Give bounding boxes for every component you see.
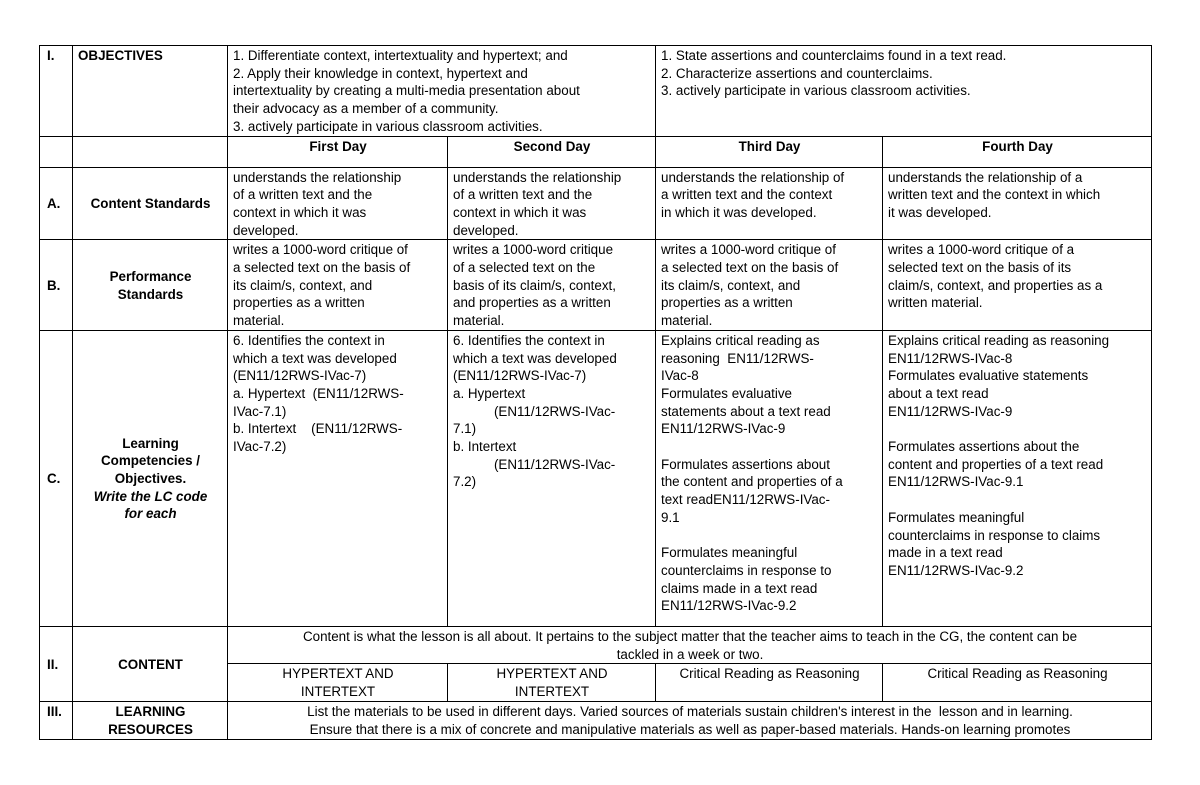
content-description bbox=[228, 626, 1152, 663]
text-line: developed. bbox=[233, 222, 299, 238]
text-line: text readEN11/12RWS-IVac- bbox=[661, 492, 830, 508]
objectives-days-3-4 bbox=[656, 46, 1152, 137]
day-header-row bbox=[40, 136, 1152, 167]
performance-standards-day4 bbox=[883, 240, 1152, 331]
text-line: understands the relationship bbox=[233, 169, 402, 185]
text-line: writes a 1000-word critique of a bbox=[888, 242, 1075, 258]
text-line: context in which it was bbox=[233, 204, 367, 220]
text-line: 1. State assertions and counterclaims found in a text read. bbox=[661, 48, 1007, 63]
text-line: 1. Differentiate context, intertextuality and hypertext; and bbox=[233, 48, 568, 63]
text-line: tackled in a week or two. bbox=[616, 646, 764, 662]
day-header-second: Second Day bbox=[448, 136, 656, 167]
text-line: Explains critical reading as reasoning bbox=[888, 332, 1110, 348]
text-line: statements about a text read bbox=[661, 403, 831, 419]
lesson-plan-table bbox=[39, 45, 1152, 740]
performance-standards-day2 bbox=[448, 240, 656, 331]
paragraph-gap bbox=[661, 527, 878, 545]
content-standards-day3 bbox=[656, 167, 883, 240]
text-line: intertextuality by creating a multi-media presentation about bbox=[233, 83, 580, 99]
text-line: List the materials to be used in different days. Varied sources of materials sustain children's interest in the lesson and in learning. bbox=[307, 704, 1073, 720]
content-label: CONTENT bbox=[73, 626, 228, 701]
day-header-first: First Day bbox=[228, 136, 448, 167]
text-line: claim/s, context, and properties as a bbox=[888, 277, 1103, 293]
text-line: Explains critical reading as bbox=[661, 332, 820, 348]
performance-standards-day1 bbox=[228, 240, 448, 331]
text-line: EN11/12RWS-IVac-9.2 bbox=[661, 598, 797, 614]
text-line: properties as a written bbox=[233, 295, 365, 311]
text-line: HYPERTEXT AND bbox=[282, 666, 394, 682]
label-line: Performance bbox=[109, 268, 192, 284]
learning-resources-description bbox=[228, 702, 1152, 739]
learning-competencies-day3 bbox=[656, 330, 883, 626]
text-line: (EN11/12RWS-IVac-7) bbox=[233, 368, 367, 384]
content-standards-row bbox=[40, 167, 1152, 240]
text-line: 7.2) bbox=[453, 474, 477, 490]
text-line: properties as a written bbox=[661, 295, 793, 311]
text-line: a. Hypertext (EN11/12RWS- bbox=[233, 385, 404, 401]
text-line: understands the relationship bbox=[453, 169, 622, 185]
performance-standards-day3 bbox=[656, 240, 883, 331]
text-line: EN11/12RWS-IVac-8 bbox=[888, 350, 1013, 366]
text-line: Formulates meaningful bbox=[888, 509, 1025, 525]
section-letter: A. bbox=[40, 167, 73, 240]
text-line: its claim/s, context, and bbox=[661, 277, 801, 293]
text-line: its claim/s, context, and bbox=[233, 277, 373, 293]
content-standards-day1 bbox=[228, 167, 448, 240]
paragraph-gap bbox=[888, 420, 1147, 438]
text-line: Content is what the lesson is all about. It pertains to the subject matter that the teacher aims to teach in the CG, the content can be bbox=[302, 628, 1078, 644]
empty-cell bbox=[40, 136, 73, 167]
text-line: a. Hypertext bbox=[453, 385, 526, 401]
performance-standards-row bbox=[40, 240, 1152, 331]
learning-competencies-day2 bbox=[448, 330, 656, 626]
text-line: understands the relationship of bbox=[661, 169, 845, 185]
text-line: writes a 1000-word critique of bbox=[233, 242, 408, 258]
text-line: it was developed. bbox=[888, 204, 992, 220]
text-line: of a written text and the bbox=[233, 187, 373, 203]
objectives-days-1-2 bbox=[228, 46, 656, 137]
text-line: 3. actively participate in various classroom activities. bbox=[661, 83, 971, 99]
text-line: INTERTEXT bbox=[300, 683, 376, 699]
label-line: Objectives. bbox=[114, 470, 187, 486]
label-line: Competencies / bbox=[101, 453, 200, 469]
text-line: EN11/12RWS-IVac-9.1 bbox=[888, 474, 1024, 490]
day-header-fourth: Fourth Day bbox=[883, 136, 1152, 167]
text-line: IVac-7.2) bbox=[233, 439, 287, 455]
text-line: of a written text and the bbox=[453, 187, 593, 203]
text-line: reasoning EN11/12RWS- bbox=[661, 350, 814, 366]
text-line: and properties as a written bbox=[453, 295, 611, 311]
text-line: their advocacy as a member of a community. bbox=[233, 101, 499, 117]
text-line: context in which it was bbox=[453, 204, 587, 220]
text-line: writes a 1000-word critique bbox=[453, 242, 614, 258]
text-line: about a text read bbox=[888, 385, 989, 401]
label-line: Write the LC code bbox=[93, 488, 208, 504]
text-line: IVac-7.1) bbox=[233, 403, 287, 419]
text-line: 7.1) bbox=[453, 421, 477, 437]
text-line: 6. Identifies the context in bbox=[453, 332, 605, 348]
text-line: EN11/12RWS-IVac-9 bbox=[661, 421, 786, 437]
learning-competencies-label bbox=[73, 330, 228, 626]
section-letter: C. bbox=[40, 330, 73, 626]
text-line: 9.1 bbox=[661, 509, 680, 525]
text-line: b. Intertext (EN11/12RWS- bbox=[233, 421, 403, 437]
text-line: EN11/12RWS-IVac-9 bbox=[888, 403, 1013, 419]
text-line: developed. bbox=[453, 222, 519, 238]
text-line: claims made in a text read bbox=[661, 580, 818, 596]
learning-competencies-row bbox=[40, 330, 1152, 626]
objectives-label: OBJECTIVES bbox=[73, 46, 228, 137]
text-line: material. bbox=[661, 313, 713, 329]
empty-cell bbox=[73, 136, 228, 167]
text-line: made in a text read bbox=[888, 545, 1003, 561]
text-line: a selected text on the basis of bbox=[661, 260, 839, 276]
section-number: I. bbox=[40, 46, 73, 137]
text-line: writes a 1000-word critique of bbox=[661, 242, 836, 258]
content-description-row bbox=[40, 626, 1152, 663]
section-letter: B. bbox=[40, 240, 73, 331]
learning-resources-label bbox=[73, 702, 228, 739]
text-line: selected text on the basis of its bbox=[888, 260, 1072, 276]
label-line: Standards bbox=[117, 286, 184, 302]
text-line: a written text and the context bbox=[661, 187, 833, 203]
text-line: Critical Reading as Reasoning bbox=[679, 666, 860, 682]
text-line: INTERTEXT bbox=[514, 683, 590, 699]
section-number: II. bbox=[40, 626, 73, 701]
content-standards-day4 bbox=[883, 167, 1152, 240]
text-line: content and properties of a text read bbox=[888, 456, 1104, 472]
text-line: Formulates assertions about bbox=[661, 456, 830, 472]
text-line: which a text was developed bbox=[453, 350, 617, 366]
text-line: the content and properties of a bbox=[661, 474, 843, 490]
text-line: (EN11/12RWS-IVac-7) bbox=[453, 368, 587, 384]
section-number: III. bbox=[40, 702, 73, 739]
text-line: b. Intertext bbox=[453, 439, 517, 455]
content-standards-day2 bbox=[448, 167, 656, 240]
text-line: 6. Identifies the context in bbox=[233, 332, 385, 348]
text-line: IVac-8 bbox=[661, 368, 699, 384]
text-line: Critical Reading as Reasoning bbox=[927, 666, 1108, 682]
text-line: written text and the context in which bbox=[888, 187, 1101, 203]
text-line: counterclaims in response to bbox=[661, 562, 832, 578]
learning-competencies-day4 bbox=[883, 330, 1152, 626]
text-line: in which it was developed. bbox=[661, 204, 817, 220]
text-line: (EN11/12RWS-IVac- bbox=[453, 456, 616, 472]
text-line: 2. Apply their knowledge in context, hypertext and bbox=[233, 65, 528, 81]
day-header-third: Third Day bbox=[656, 136, 883, 167]
text-line: EN11/12RWS-IVac-9.2 bbox=[888, 562, 1024, 578]
performance-standards-label bbox=[73, 240, 228, 331]
paragraph-gap bbox=[661, 438, 878, 456]
text-line: which a text was developed bbox=[233, 350, 397, 366]
text-line: HYPERTEXT AND bbox=[496, 666, 608, 682]
text-line: Formulates meaningful bbox=[661, 545, 798, 561]
objectives-row bbox=[40, 46, 1152, 137]
content-topic-day2 bbox=[448, 664, 656, 702]
label-line: RESOURCES bbox=[108, 721, 193, 737]
text-line: a selected text on the basis of bbox=[233, 260, 411, 276]
text-line: of a selected text on the bbox=[453, 260, 596, 276]
text-line: Ensure that there is a mix of concrete and manipulative materials as well as paper-based materials. Hands-on learning promotes bbox=[309, 721, 1071, 737]
text-line: Formulates evaluative bbox=[661, 385, 793, 401]
text-line: material. bbox=[453, 313, 505, 329]
text-line: Formulates evaluative statements bbox=[888, 368, 1089, 384]
text-line: 2. Characterize assertions and counterclaims. bbox=[661, 65, 933, 81]
text-line: counterclaims in response to claims bbox=[888, 527, 1101, 543]
content-standards-label: Content Standards bbox=[73, 167, 228, 240]
learning-resources-row bbox=[40, 702, 1152, 739]
text-line: 3. actively participate in various classroom activities. bbox=[233, 118, 543, 134]
text-line: material. bbox=[233, 313, 285, 329]
content-topic-day3 bbox=[656, 664, 883, 702]
text-line: (EN11/12RWS-IVac- bbox=[453, 403, 616, 419]
text-line: written material. bbox=[888, 295, 983, 311]
label-line: for each bbox=[124, 506, 177, 522]
label-line: Learning bbox=[122, 435, 179, 451]
paragraph-gap bbox=[888, 491, 1147, 509]
text-line: understands the relationship of a bbox=[888, 169, 1083, 185]
learning-competencies-day1 bbox=[228, 330, 448, 626]
text-line: Formulates assertions about the bbox=[888, 439, 1080, 455]
content-topic-day4 bbox=[883, 664, 1152, 702]
content-topic-day1 bbox=[228, 664, 448, 702]
text-line: basis of its claim/s, context, bbox=[453, 277, 616, 293]
label-line: LEARNING bbox=[115, 704, 186, 720]
